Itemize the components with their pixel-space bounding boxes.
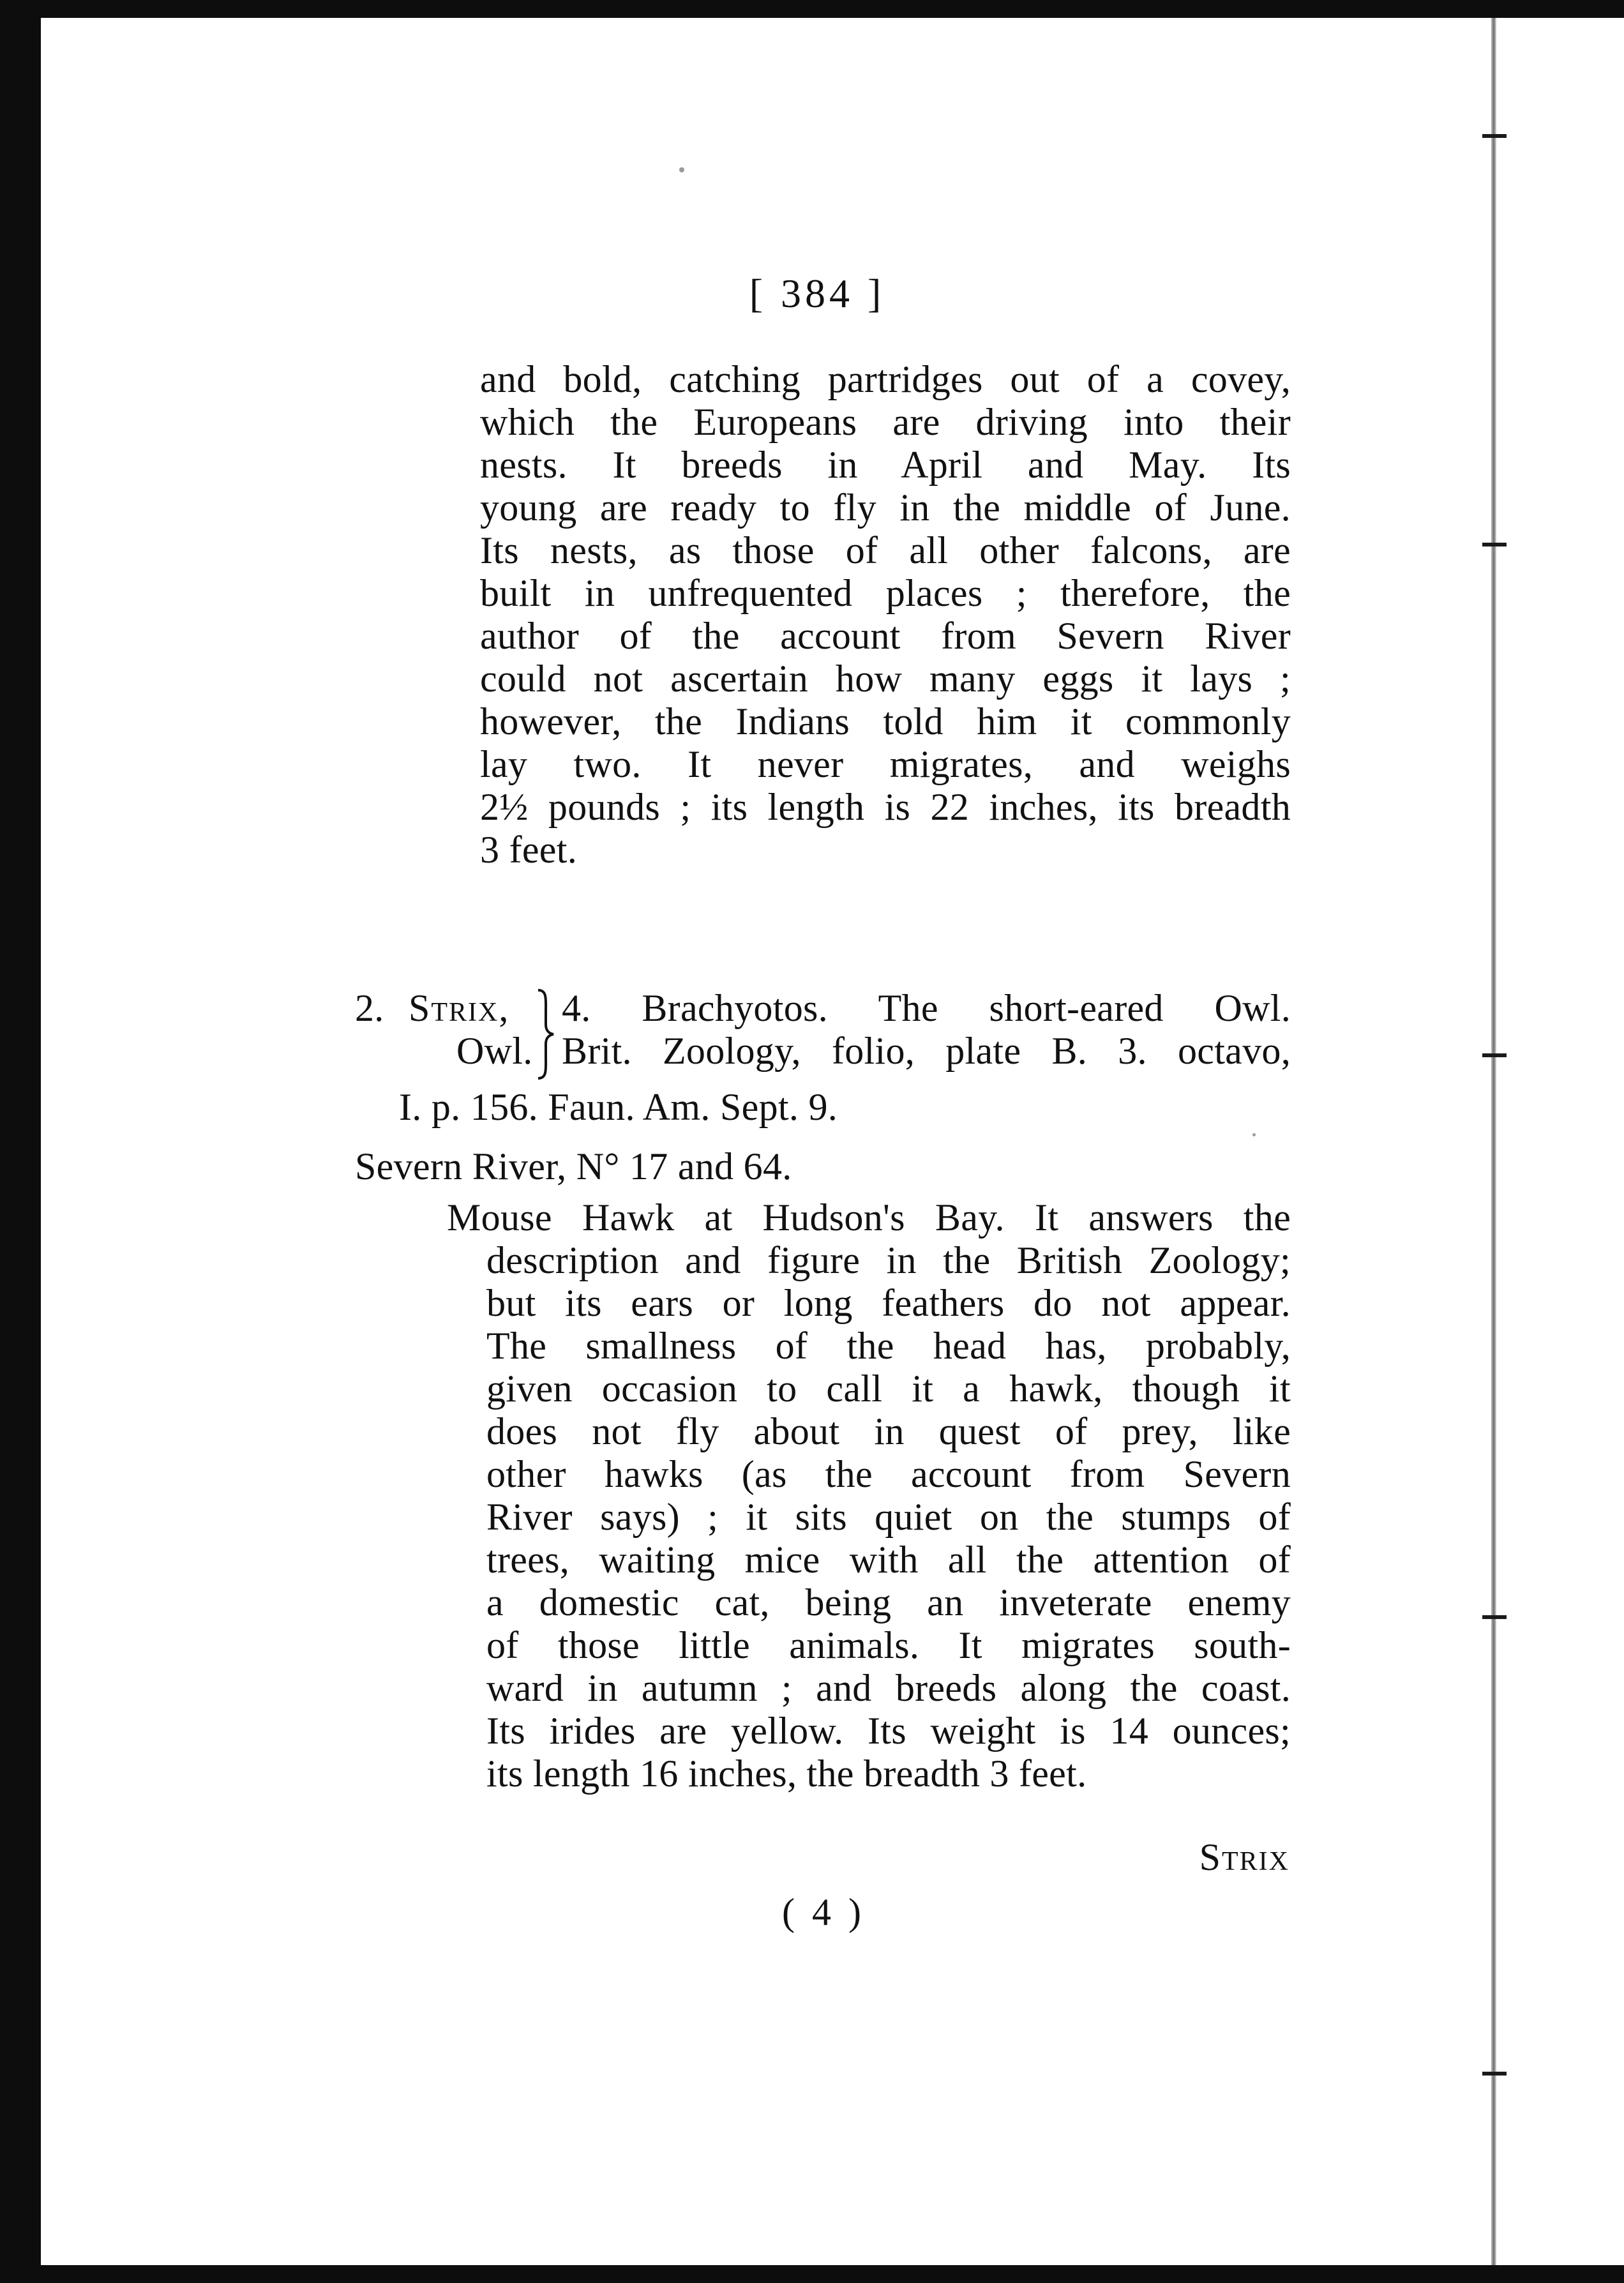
text-line: given occasion to call it a hawk, though it bbox=[486, 1368, 1291, 1410]
text-line: of those little animals. It migrates south- bbox=[486, 1624, 1291, 1666]
signature-mark: ( 4 ) bbox=[782, 1891, 865, 1933]
scan-edge-bottom bbox=[0, 2265, 1624, 2283]
text-line: however, the Indians told him it commonly bbox=[480, 700, 1291, 742]
margin-mark bbox=[1482, 543, 1507, 546]
margin-mark bbox=[1482, 1053, 1507, 1057]
text-line: but its ears or long feathers do not appear. bbox=[486, 1282, 1291, 1324]
text-line: Its irides are yellow. Its weight is 14 ounces; bbox=[486, 1710, 1291, 1752]
margin-mark bbox=[1482, 134, 1507, 138]
text-line: trees, waiting mice with all the attention of bbox=[486, 1539, 1291, 1581]
brace-icon bbox=[533, 986, 559, 1082]
text-line: nests. It breeds in April and May. Its bbox=[480, 444, 1291, 486]
text-line: a domestic cat, being an inveterate enemy bbox=[486, 1581, 1291, 1624]
scan-edge-top bbox=[0, 0, 1624, 18]
text-line: 3 feet. bbox=[480, 829, 578, 871]
text-line: author of the account from Severn River bbox=[480, 615, 1291, 657]
text-line: and bold, catching partridges out of a covey, bbox=[480, 358, 1291, 400]
adjacent-page-strip bbox=[1496, 18, 1624, 2265]
genus-name: Strix, bbox=[409, 987, 510, 1029]
species-reference: Brit. Zoology, folio, plate B. 3. octavo, bbox=[562, 1030, 1291, 1072]
specimen-source: Severn River, N° 17 and 64. bbox=[355, 1145, 792, 1187]
text-line: does not fly about in quest of prey, like bbox=[486, 1410, 1291, 1452]
catchword: Strix bbox=[1199, 1836, 1289, 1878]
paper-speck bbox=[679, 167, 684, 172]
text-line: other hawks (as the account from Severn bbox=[486, 1453, 1291, 1495]
text-line: lay two. It never migrates, and weighs bbox=[480, 743, 1291, 785]
margin-mark bbox=[1482, 1615, 1507, 1619]
text-line: 2½ pounds ; its length is 22 inches, its breadth bbox=[480, 786, 1291, 828]
text-line: which the Europeans are driving into their bbox=[480, 401, 1291, 443]
text-line: description and figure in the British Zoology; bbox=[486, 1239, 1291, 1281]
margin-mark bbox=[1482, 2072, 1507, 2076]
text-line: Mouse Hawk at Hudson's Bay. It answers the bbox=[447, 1196, 1291, 1239]
text-line: young are ready to fly in the middle of June. bbox=[480, 486, 1291, 529]
paper-speck bbox=[1252, 1133, 1256, 1136]
page-fold bbox=[1491, 18, 1496, 2265]
text-line: The smallness of the head has, probably, bbox=[486, 1325, 1291, 1367]
text-line: River says) ; it sits quiet on the stumps of bbox=[486, 1496, 1291, 1538]
page-number: [ 384 ] bbox=[749, 271, 885, 316]
species-heading: 4. Brachyotos. The short-eared Owl. bbox=[562, 987, 1291, 1029]
genus-number: 2. bbox=[355, 987, 384, 1029]
text-line: its length 16 inches, the breadth 3 feet. bbox=[486, 1752, 1087, 1795]
text-line: Its nests, as those of all other falcons, are bbox=[480, 529, 1291, 571]
text-line: ward in autumn ; and breeds along the coast. bbox=[486, 1667, 1291, 1709]
species-reference-cont: I. p. 156. Faun. Am. Sept. 9. bbox=[399, 1086, 838, 1128]
text-line: built in unfrequented places ; therefore, the bbox=[480, 572, 1291, 614]
genus-common-name: Owl. bbox=[456, 1030, 533, 1072]
scan-edge-left bbox=[0, 0, 41, 2283]
text-line: could not ascertain how many eggs it lays ; bbox=[480, 658, 1291, 700]
